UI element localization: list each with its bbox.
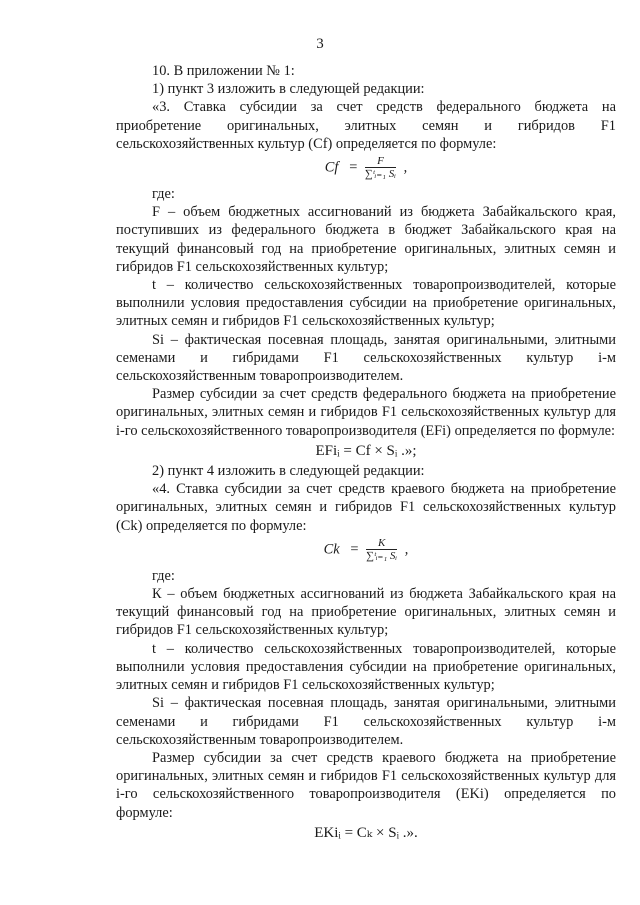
- f-definition: F – объем бюджетных ассигнований из бюджета Забайкальского края, поступивших из федерального бюджета в бюджет Забайкальского края на текущий финансовый год на приобретение оригинальных, элитных семян и гибридов F1 сельскохозяйственных культур;: [116, 204, 616, 275]
- where-label-1: где:: [152, 186, 175, 203]
- formula-ck-denominator: ∑ᵗᵢ₌₁ Sᵢ: [366, 549, 398, 562]
- t-definition-2: t – количество сельскохозяйственных товаропроизводителей, которые выполнили условия предоставления субсидии на приобретение оригинальных, элитных семян и гибридов F1 сельскохозяйственных культур;: [116, 640, 616, 694]
- formula-cf-numerator: F: [365, 155, 396, 168]
- where-label-2: где:: [152, 567, 175, 584]
- formula-cf-eq: =: [349, 159, 358, 176]
- formula-ck: [116, 537, 616, 563]
- item1-intro: 1) пункт 3 изложить в следующей редакции:: [152, 81, 425, 98]
- formula-ck-lhs: Ck: [323, 541, 340, 558]
- page-number: 3: [316, 36, 324, 52]
- formula-ck-fraction: [366, 537, 397, 563]
- formula-cf-fraction: [365, 155, 396, 181]
- k-definition: К – объем бюджетных ассигнований из бюджета Забайкальского края на текущий финансовый год на приобретение оригинальных, элитных семян и гибридов F1 сельскохозяйственных культур;: [116, 586, 616, 639]
- document-body: [116, 62, 616, 844]
- item2-intro: 2) пункт 4 изложить в следующей редакции:: [152, 463, 425, 480]
- formula-eki: EKiᵢ = Cₖ × Sᵢ .».: [314, 824, 418, 841]
- section-heading: 10. В приложении № 1:: [152, 63, 295, 79]
- formula-ck-tail: ,: [404, 541, 409, 558]
- formula-ck-eq: =: [350, 541, 359, 558]
- formula-cf: [116, 155, 616, 181]
- formula-cf-lhs: Cf: [324, 159, 339, 176]
- item4-text: «4. Ставка субсидии за счет средств краевого бюджета на приобретение оригинальных, элитных семян и гибридов F1 сельскохозяйственных культур (Сk) определяется по формуле:: [116, 481, 616, 534]
- t-definition-1: t – количество сельскохозяйственных товаропроизводителей, которые выполнили условия предоставления субсидии на приобретение оригинальных, элитных семян и гибридов F1 сельскохозяйственных культур;: [116, 277, 616, 330]
- formula-ck-numerator: K: [366, 537, 397, 550]
- s-definition-1: Si – фактическая посевная площадь, занятая оригинальными, элитными семенами и гибридами F1 сельскохозяйственных культур i-м сельскохозяйственным товаропроизводителем.: [116, 331, 616, 385]
- subsidy-size-federal: Размер субсидии за счет средств федерального бюджета на приобретение оригинальных, элитных семян и гибридов F1 сельскохозяйственных культур для i-го сельскохозяйственного товаропроизводителя (EFi) определяется по формуле:: [116, 386, 616, 439]
- s-definition-2: Si – фактическая посевная площадь, занятая оригинальными, элитными семенами и гибридами F1 сельскохозяйственных культур i-м сельскохозяйственным товаропроизводителем.: [116, 695, 616, 748]
- formula-cf-tail: ,: [403, 159, 408, 176]
- item3-text: «3. Ставка субсидии за счет средств федерального бюджета на приобретение оригинальных, элитных семян и гибридов F1 сельскохозяйственных культур (Сf) определяется по формуле:: [116, 99, 616, 152]
- formula-efi: EFiᵢ = Cf × Sᵢ .»;: [315, 442, 417, 459]
- formula-cf-denominator: ∑ᵗᵢ₌₁ Sᵢ: [364, 168, 396, 181]
- subsidy-size-regional: Размер субсидии за счет средств краевого бюджета на приобретение оригинальных, элитных семян и гибридов F1 сельскохозяйственных культур для i-го сельскохозяйственного товаропроизводителя (EKi) определяется по формуле:: [116, 749, 616, 821]
